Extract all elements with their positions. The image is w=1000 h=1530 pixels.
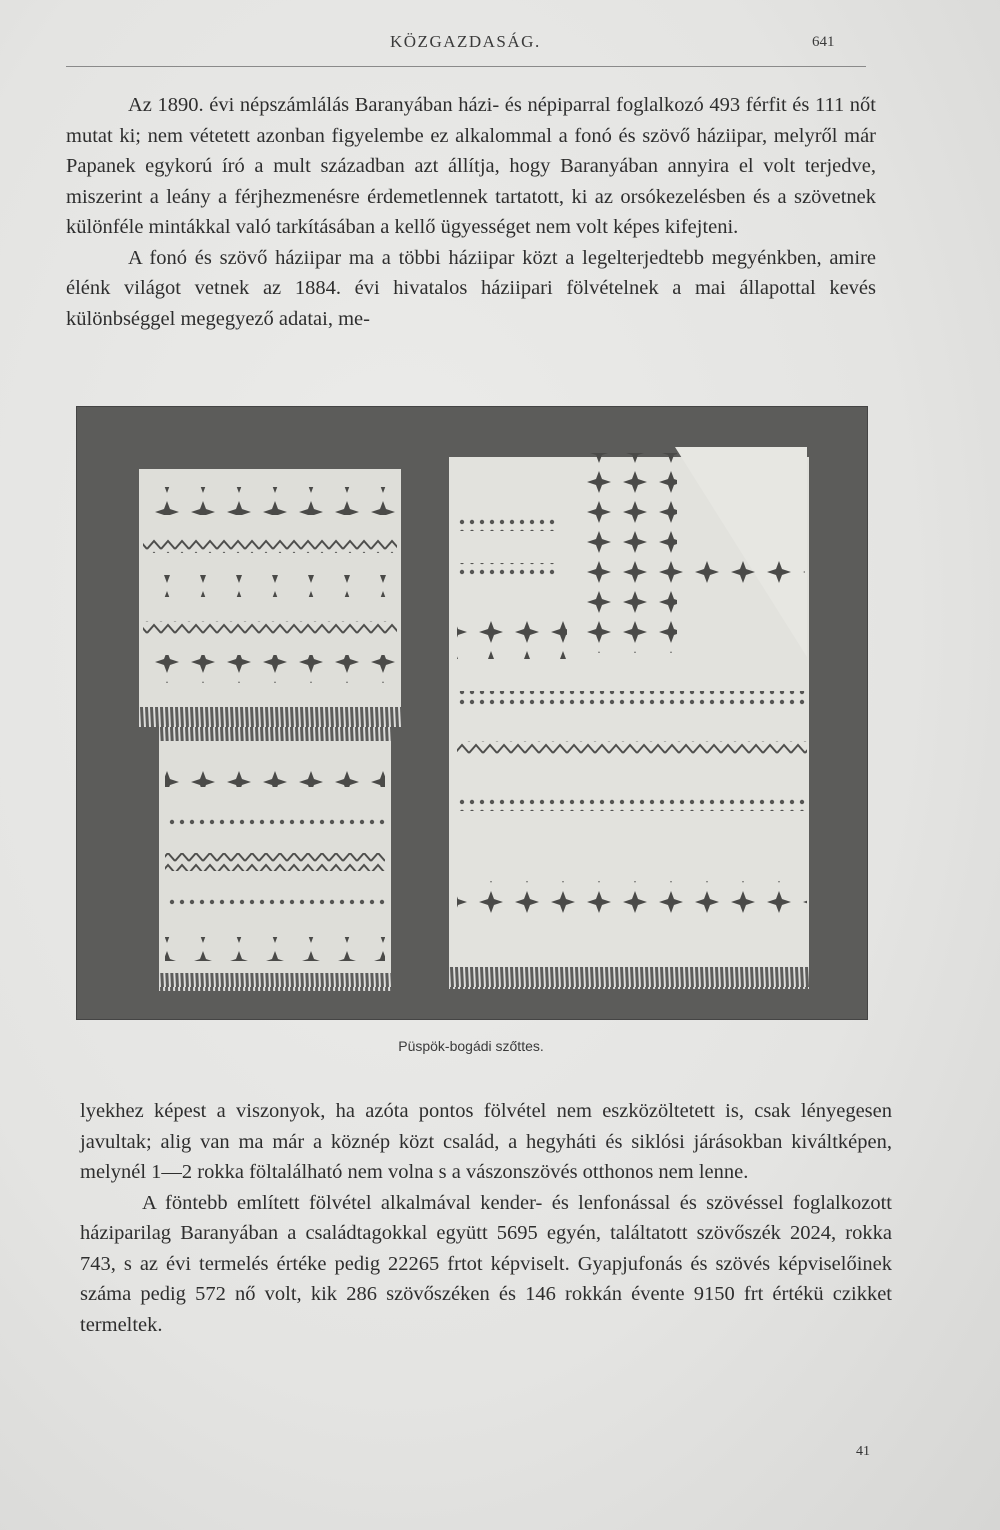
page-header	[60, 28, 860, 58]
page-number: 641	[812, 34, 835, 50]
lower-text-block	[80, 1096, 892, 1340]
textile-photograph	[76, 406, 868, 1020]
paragraph: A föntebb említett fölvétel alkalmával kender- és lenfonással és szövéssel foglalkozott háziparilag Baranyában a családtagokkal együtt 5695 egyén, találtatott szövőszék 2024, rokka 743, s az évi termelés értéke pedig 22265 frtot képviselt. Gyapjufonás és szövés képviselőinek száma pedig 572 nő volt, kik 286 szövőszéken és 146 rokkán évente 9150 frt értékü czikket termeltek.	[80, 1191, 892, 1336]
signature-mark: 41	[856, 1444, 870, 1459]
paragraph: lyekhez képest a viszonyok, ha azóta pontos fölvétel nem eszközöltetett is, csak lényegesen javultak; alig van ma már a köznép közt család, a hegyháti és siklósi járásokban kiváltképen, melynél 1—2 rokka föltalálható nem volna s a vászonszövés otthonos nem lenne.	[80, 1100, 892, 1183]
upper-text-block	[66, 90, 876, 334]
woven-textiles-illustration	[77, 407, 867, 1019]
paragraph: A fonó és szövő háziipar ma a többi háziipar közt a legelterjedtebb megyénkben, amire élénk világot vetnek az 1884. évi hivatalos háziipari fölvételnek a mai állapottal kevés különbséggel megegyező adatai, me-	[66, 246, 876, 330]
running-head: KÖZGAZDASÁG.	[390, 32, 541, 51]
paragraph: Az 1890. évi népszámlálás Baranyában házi- és népiparral foglalkozó 493 férfit és 111 nőt mutat ki; nem vétetett azonban figyelembe ez alkalommal a fonó és szövő háziipar, melyről már Papanek egykorú író a mult században azt állítja, hogy Baranyában annyira el volt terjedve, miszerint a leány a férjhezmenésre érdemetlennek tartatott, ki az orsókezelésben és a szövetnek különféle mintákkal való tarkításában a kellő ügyességet nem volt képes kifejteni.	[66, 94, 876, 238]
header-rule	[66, 66, 866, 67]
figure-caption: Püspök-bogádi szőttes.	[398, 1038, 544, 1054]
